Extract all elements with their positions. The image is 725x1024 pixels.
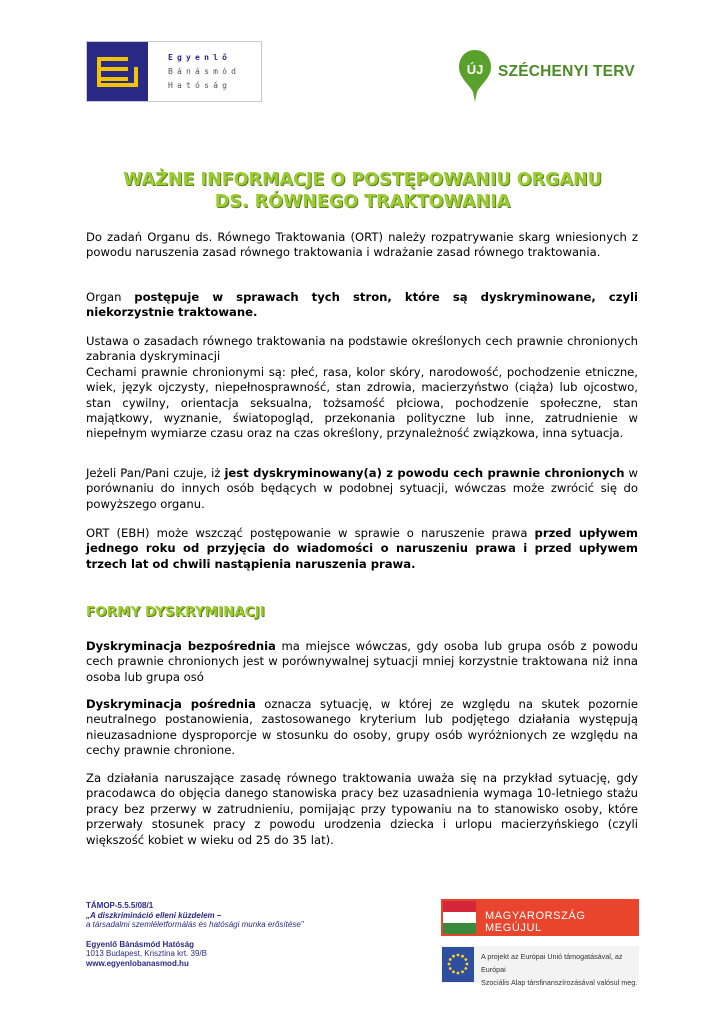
footer-line: Egyenlő Bánásmód Hatóság (86, 939, 195, 949)
page-title (60, 169, 665, 213)
bold-span: Dyskryminacja bezpośrednia (86, 639, 276, 653)
paragraph-direct (86, 639, 638, 685)
footer-line: „A diszkrimináció elleni küzdelem – (86, 910, 222, 920)
text-block: Ustawa o zasadach równego traktowania na podstawie określonych cech prawnie chronionych zabrania dyskryminacji (86, 334, 638, 364)
paragraph-example: Za działania naruszające zasadę równego traktowania uważa się na przykład sytuację, gdy pracodawca do objęcia danego stanowiska pracy bez uzasadnienia wymaga 10-letniego stażu pracy bez przerwy w zatrudnieniu, pomijając przy typowaniu na to stanowisko osoby, które przerwały stosunek pracy z powodu urodzenia dziecka i urlopu macierzyńskiego (czyli większość kobiet w wieku od 25 do 35 lat). (86, 771, 638, 847)
eu-funding-badge (441, 946, 639, 987)
ebh-logo-text (168, 51, 240, 93)
footer-info (86, 901, 304, 969)
bold-span: postępuje w sprawach tych stron, które są dyskryminowane, czyli niekorzystnie traktowane. (86, 290, 638, 320)
ebh-mark-icon (87, 42, 148, 101)
paragraph-protected-traits (86, 334, 638, 442)
text-block: Cechami prawnie chronionymi są: płeć, rasa, kolor skóry, narodowość, pochodzenie etniczne, wiek, język ojczysty, niepełnosprawność, stan zdrowia, macierzyństwo (ciąża) lub ojcostwo, stan cywilny, orientacja seksualna, tożsamość płciowa, pochodzenie społeczne, stan majątkowy, wyznanie, światopogląd, przekonania polityczne lub inne, zatrudnienie w niepełnym wymiarze czasu oraz na czas określony, przynależność związkowa, inna sytuacja. (86, 364, 638, 441)
footer-line: TÁMOP-5.5.5/08/1 (86, 901, 154, 910)
bold-span: Dyskryminacja pośrednia (86, 697, 256, 711)
text-span: ORT (EBH) może wszcząć postępowanie w sprawie o naruszenie prawa (86, 526, 535, 540)
ebh-logo-line: Hatóság (168, 81, 232, 90)
footer-link[interactable]: www.egyenlobanasmod.hu (86, 958, 189, 968)
hungary-flag-icon (443, 901, 476, 934)
footer-line: 1013 Budapest, Krisztina krt. 39/B (86, 949, 207, 959)
eu-badge-line: Szociális Alap társfinanszírozásával valósul meg. (481, 978, 638, 987)
magyarorszag-megujul-badge (441, 899, 639, 936)
bold-span: jest dyskryminowany(a) z powodu cech prawnie chronionych (224, 466, 625, 480)
text-span: Organ (86, 290, 135, 304)
szechenyi-terv-logo (445, 42, 639, 108)
ebh-logo (86, 41, 262, 102)
ebh-logo-line: Egyenlő (168, 53, 232, 62)
eu-badge-line: A projekt az Európai Unió támogatásával, az Európai (481, 952, 623, 974)
bold-span: przed upływem jednego roku od przyjęcia do wiadomości o naruszeniu prawa i przed upływem trzech lat od chwili nastąpienia naruszenia prawa. (86, 526, 638, 571)
title-line: DS. RÓWNEGO TRAKTOWANIA (214, 192, 511, 212)
paragraph-indirect (86, 697, 638, 759)
szechenyi-name: SZÉCHENYI TERV (498, 63, 635, 80)
paragraph-organ (86, 290, 638, 321)
text-span: oznacza sytuację, w której ze względu na skutek pozornie neutralnego postanowienia, zastosowanego kryterium lub podjętego działania występują nieuzasadnione dysproporcje w stosunku do osoby, grupy osób wyróżnionych ze względu na cechy prawnie chronione. (86, 697, 638, 758)
ebh-logo-line: Bánásmód (168, 67, 241, 76)
mm-badge-text: MAGYARORSZÁG MEGÚJUL (485, 910, 586, 934)
eu-badge-text (481, 950, 639, 989)
section-title: FORMY DYSKRYMINACJI (86, 604, 265, 620)
title-line: WAŻNE INFORMACJE O POSTĘPOWANIU ORGANU (123, 170, 602, 190)
text-span: Jeżeli Pan/Pani czuje, iż (86, 466, 225, 480)
szechenyi-badge-text: ÚJ (466, 62, 484, 77)
footer-line: a társadalmi szemléletformálás és hatósági munka erősítése" (86, 920, 304, 930)
text-span: ma miejsce wówczas, gdy osoba lub grupa osób z powodu cech prawnie chronionych jest w porównywalnej sytuacji mniej korzystnie traktowana niż inna osoba lub grupa osó (86, 639, 638, 684)
text-span: w porównaniu do innych osób będących w podobnej sytuacji, wówczas może zwrócić się do powyższego organu. (86, 466, 638, 511)
szechenyi-pin-icon (457, 48, 493, 104)
paragraph-complaint (86, 466, 638, 512)
paragraph-intro: Do zadań Organu ds. Równego Traktowania (ORT) należy rozpatrywanie skarg wniesionych z powodu naruszenia zasad równego traktowania i wdrażanie zasad równego traktowania. (86, 230, 638, 260)
paragraph-deadline (86, 526, 638, 572)
eu-flag-icon (442, 947, 474, 982)
